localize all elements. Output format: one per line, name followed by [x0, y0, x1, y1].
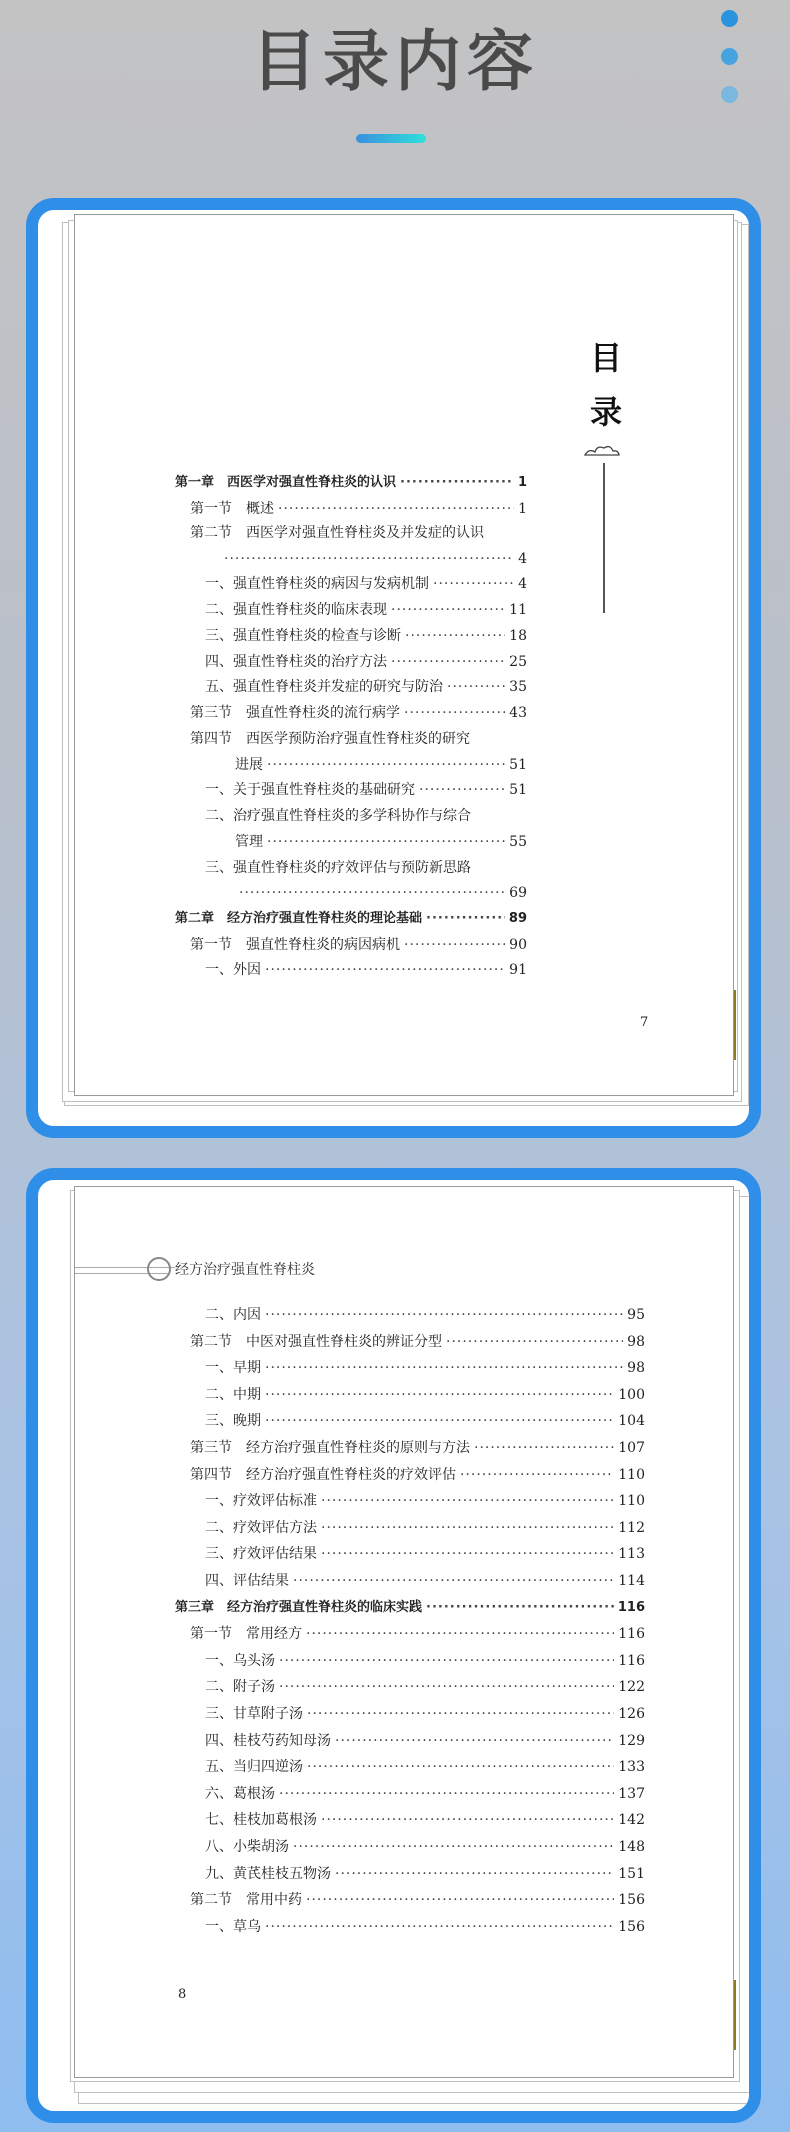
toc-leader-dots	[335, 1864, 614, 1884]
book-logo-icon	[147, 1257, 171, 1281]
toc-entry-label: 九、黄芪桂枝五物汤	[205, 1865, 331, 1882]
toc-entry-page: 156	[618, 1918, 645, 1935]
toc-entry	[220, 549, 527, 569]
toc-entry	[205, 1784, 645, 1804]
toc-entry-page: 110	[618, 1466, 645, 1483]
toc-entry-label: 管理	[235, 834, 263, 850]
toc-leader-dots	[426, 909, 505, 929]
toc-entry-page: 114	[618, 1573, 645, 1589]
toc-entry	[205, 1491, 645, 1511]
toc-leader-dots	[265, 960, 505, 980]
mulu-char-1: 目	[590, 339, 623, 377]
toc-entry-page: 91	[509, 962, 527, 978]
toc-entry	[235, 883, 527, 903]
toc-entry-page: 142	[618, 1812, 645, 1829]
page-number: 8	[178, 1987, 187, 2002]
toc-entry	[175, 1598, 645, 1618]
toc-entry	[205, 1810, 645, 1830]
toc-leader-dots	[265, 1411, 614, 1431]
toc-leader-dots	[265, 1917, 614, 1937]
toc-entry	[175, 909, 527, 929]
toc-card-1	[26, 198, 761, 1138]
toc-entry	[175, 473, 527, 493]
toc-entry-label: 第四节 经方治疗强直性脊柱炎的疗效评估	[190, 1466, 456, 1483]
toc-entry	[205, 1837, 645, 1857]
toc-entry-label: 八、小柴胡汤	[205, 1839, 289, 1855]
toc-page-1	[74, 214, 734, 1096]
toc-entry-page: 98	[627, 1333, 645, 1350]
toc-entry	[205, 677, 527, 697]
decor-dot	[721, 10, 738, 27]
toc-leader-dots	[265, 1358, 623, 1378]
toc-entry-page: 98	[627, 1360, 645, 1377]
toc-entry	[205, 1411, 645, 1431]
cloud-icon	[583, 442, 621, 458]
toc-entry-label: 二、治疗强直性脊柱炎的多学科协作与综合	[205, 808, 471, 824]
toc-entry-page: 151	[618, 1865, 645, 1882]
toc-entry-label: 第三章 经方治疗强直性脊柱炎的临床实践	[175, 1599, 423, 1615]
toc-entry	[205, 1385, 645, 1405]
toc-leader-dots	[306, 1624, 614, 1644]
toc-entry	[205, 1571, 645, 1591]
toc-entry	[205, 1917, 645, 1937]
toc-entry-label: 二、强直性脊柱炎的临床表现	[205, 602, 387, 618]
toc-page-2	[74, 1186, 734, 2078]
toc-leader-dots	[293, 1571, 614, 1591]
toc-leader-dots	[404, 703, 505, 723]
toc-entry-page: 156	[618, 1892, 645, 1909]
toc-entry-label: 三、强直性脊柱炎的疗效评估与预防新思路	[205, 860, 471, 876]
toc-entry-page: 133	[618, 1759, 645, 1776]
toc-entry-label: 四、评估结果	[205, 1573, 289, 1589]
toc-entry-page: 4	[518, 551, 527, 567]
mulu-char-2: 录	[590, 393, 623, 431]
decor-dot	[721, 86, 738, 103]
decor-dot	[721, 48, 738, 65]
toc-entry	[190, 703, 527, 723]
toc-leader-dots	[321, 1491, 614, 1511]
toc-entry	[235, 755, 527, 775]
toc-entry	[205, 626, 527, 646]
toc-entry-label: 第二节 中医对强直性脊柱炎的辨证分型	[190, 1333, 442, 1350]
toc-entry-label: 一、强直性脊柱炎的病因与发病机制	[205, 576, 429, 592]
toc-leader-dots	[405, 626, 505, 646]
toc-leader-dots	[265, 1385, 614, 1405]
toc-leader-dots	[307, 1757, 614, 1777]
toc-entry	[190, 935, 527, 955]
toc-leader-dots	[419, 780, 505, 800]
toc-leader-dots	[321, 1810, 614, 1830]
toc-leader-dots	[447, 677, 505, 697]
toc-leader-dots	[307, 1704, 614, 1724]
toc-entry-page: 116	[618, 1626, 645, 1643]
toc-entry	[190, 1438, 645, 1458]
toc-entry-label: 一、关于强直性脊柱炎的基础研究	[205, 782, 415, 798]
toc-entry-page: 18	[509, 628, 527, 644]
toc-entry-label: 四、强直性脊柱炎的治疗方法	[205, 654, 387, 670]
toc-entry-page: 1	[518, 501, 527, 517]
toc-leader-dots	[306, 1890, 614, 1910]
toc-entry	[205, 960, 527, 980]
toc-entry-label: 第三节 强直性脊柱炎的流行病学	[190, 705, 400, 721]
toc-entry-page: 116	[618, 1652, 645, 1669]
toc-leader-dots	[321, 1544, 614, 1564]
toc-leader-dots	[279, 1651, 614, 1671]
toc-entry-label: 一、外因	[205, 962, 261, 978]
page-number: 7	[640, 1015, 649, 1030]
toc-entry	[205, 1704, 645, 1724]
toc-leader-dots	[224, 549, 514, 569]
toc-leader-dots	[460, 1465, 614, 1485]
toc-entry	[235, 832, 527, 852]
toc-entry-label: 第二节 常用中药	[190, 1892, 302, 1909]
toc-entry-label: 第三节 经方治疗强直性脊柱炎的原则与方法	[190, 1440, 470, 1456]
toc-entry	[205, 1757, 645, 1777]
toc-entry-page: 1	[517, 475, 527, 490]
toc-entry-label: 一、早期	[205, 1360, 261, 1377]
toc-entry	[205, 1518, 645, 1538]
toc-leader-dots	[267, 832, 505, 852]
running-head: 经方治疗强直性脊柱炎	[175, 1262, 315, 1278]
toc-leader-dots	[321, 1518, 614, 1538]
toc-leader-dots	[267, 755, 505, 775]
toc-entry-label: 第二节 西医学对强直性脊柱炎及并发症的认识	[190, 525, 484, 541]
toc-entry-label: 六、葛根汤	[205, 1785, 275, 1802]
toc-entry-page: 110	[618, 1493, 645, 1510]
toc-entry	[205, 1864, 645, 1884]
toc-entry	[205, 652, 527, 672]
toc-entry-label: 第一节 常用经方	[190, 1626, 302, 1643]
toc-entry	[190, 1624, 645, 1644]
toc-entry-page: 100	[618, 1386, 645, 1403]
toc-entry-label: 三、晚期	[205, 1413, 261, 1430]
toc-entry	[190, 1465, 645, 1485]
toc-entry-label: 第一节 强直性脊柱炎的病因病机	[190, 937, 400, 953]
toc-entry-page: 107	[618, 1440, 645, 1456]
toc-leader-dots	[391, 652, 505, 672]
toc-leader-dots	[279, 1677, 614, 1697]
toc-entry-label: 二、疗效评估方法	[205, 1519, 317, 1536]
toc-entry	[205, 574, 527, 594]
toc-entry-label: 二、内因	[205, 1307, 261, 1323]
toc-leader-dots	[474, 1438, 614, 1458]
toc-entry-page: 148	[618, 1839, 645, 1855]
toc-entry	[205, 1731, 645, 1751]
toc-entry-page: 89	[508, 911, 527, 926]
toc-entry-label: 一、草乌	[205, 1918, 261, 1935]
toc-entry-page: 122	[618, 1679, 645, 1696]
toc-entry-page: 104	[618, 1413, 645, 1430]
toc-entry-page: 137	[618, 1785, 645, 1802]
toc-leader-dots	[279, 1784, 614, 1804]
toc-entry-label: 第一节 概述	[190, 501, 274, 517]
toc-leader-dots	[278, 499, 514, 519]
toc-leader-dots	[391, 600, 505, 620]
toc-entry	[205, 1651, 645, 1671]
toc-entry-label: 进展	[235, 757, 263, 773]
toc-entry	[190, 729, 527, 749]
toc-entry	[205, 806, 527, 826]
toc-entry-page: 113	[618, 1546, 645, 1563]
toc-entry-label: 第一章 西医学对强直性脊柱炎的认识	[175, 475, 397, 490]
toc-entry-label: 第四节 西医学预防治疗强直性脊柱炎的研究	[190, 731, 470, 747]
toc-entry-label: 二、中期	[205, 1386, 261, 1403]
toc-entry-page: 43	[509, 705, 527, 721]
toc-entry-page: 95	[627, 1307, 645, 1323]
toc-entry	[205, 780, 527, 800]
toc-leader-dots	[433, 574, 514, 594]
toc-entry	[205, 1358, 645, 1378]
toc-entry-page: 51	[509, 782, 527, 798]
toc-leader-dots	[239, 883, 505, 903]
toc-entry-label: 四、桂枝芍药知母汤	[205, 1732, 331, 1749]
toc-leader-dots	[335, 1731, 614, 1751]
toc-entry-label: 一、疗效评估标准	[205, 1493, 317, 1510]
toc-entry-label: 五、当归四逆汤	[205, 1759, 303, 1776]
toc-entry-page: 25	[509, 654, 527, 670]
toc-entry-page: 55	[509, 834, 527, 850]
toc-entry-label: 三、强直性脊柱炎的检查与诊断	[205, 628, 401, 644]
toc-entry	[190, 523, 527, 543]
toc-entry	[205, 858, 527, 878]
toc-entry-page: 112	[618, 1519, 645, 1536]
toc-entry-page: 35	[509, 679, 527, 695]
toc-entry	[205, 1544, 645, 1564]
toc-entry-page: 69	[509, 885, 527, 901]
toc-entry	[190, 1332, 645, 1352]
toc-entry-page: 90	[509, 937, 527, 953]
toc-leader-dots	[265, 1305, 623, 1325]
toc-entry-label: 第二章 经方治疗强直性脊柱炎的理论基础	[175, 911, 423, 926]
toc-leader-dots	[400, 473, 514, 493]
toc-entry-label: 三、疗效评估结果	[205, 1546, 317, 1563]
toc-entry-page: 11	[509, 602, 527, 618]
title-underline	[356, 134, 426, 143]
toc-entry	[205, 1305, 645, 1325]
decor-vertical-line	[603, 463, 605, 613]
toc-leader-dots	[293, 1837, 614, 1857]
toc-entry-label: 一、乌头汤	[205, 1652, 275, 1669]
toc-entry-page: 51	[509, 757, 527, 773]
toc-entry-label: 七、桂枝加葛根汤	[205, 1812, 317, 1829]
toc-entry-page: 4	[518, 576, 527, 592]
toc-entry	[205, 600, 527, 620]
page-title: 目录内容	[251, 23, 539, 100]
toc-entry-page: 116	[617, 1599, 645, 1615]
toc-entry-page: 126	[618, 1706, 645, 1722]
toc-entry	[190, 1890, 645, 1910]
toc-leader-dots	[426, 1598, 614, 1618]
toc-entry-page: 129	[618, 1732, 645, 1749]
toc-entry-label: 五、强直性脊柱炎并发症的研究与防治	[205, 679, 443, 695]
toc-card-2	[26, 1168, 761, 2123]
toc-leader-dots	[446, 1332, 623, 1352]
toc-leader-dots	[404, 935, 505, 955]
toc-entry	[205, 1677, 645, 1697]
toc-entry	[190, 499, 527, 519]
toc-entry-label: 二、附子汤	[205, 1679, 275, 1696]
toc-entry-label: 三、甘草附子汤	[205, 1706, 303, 1722]
